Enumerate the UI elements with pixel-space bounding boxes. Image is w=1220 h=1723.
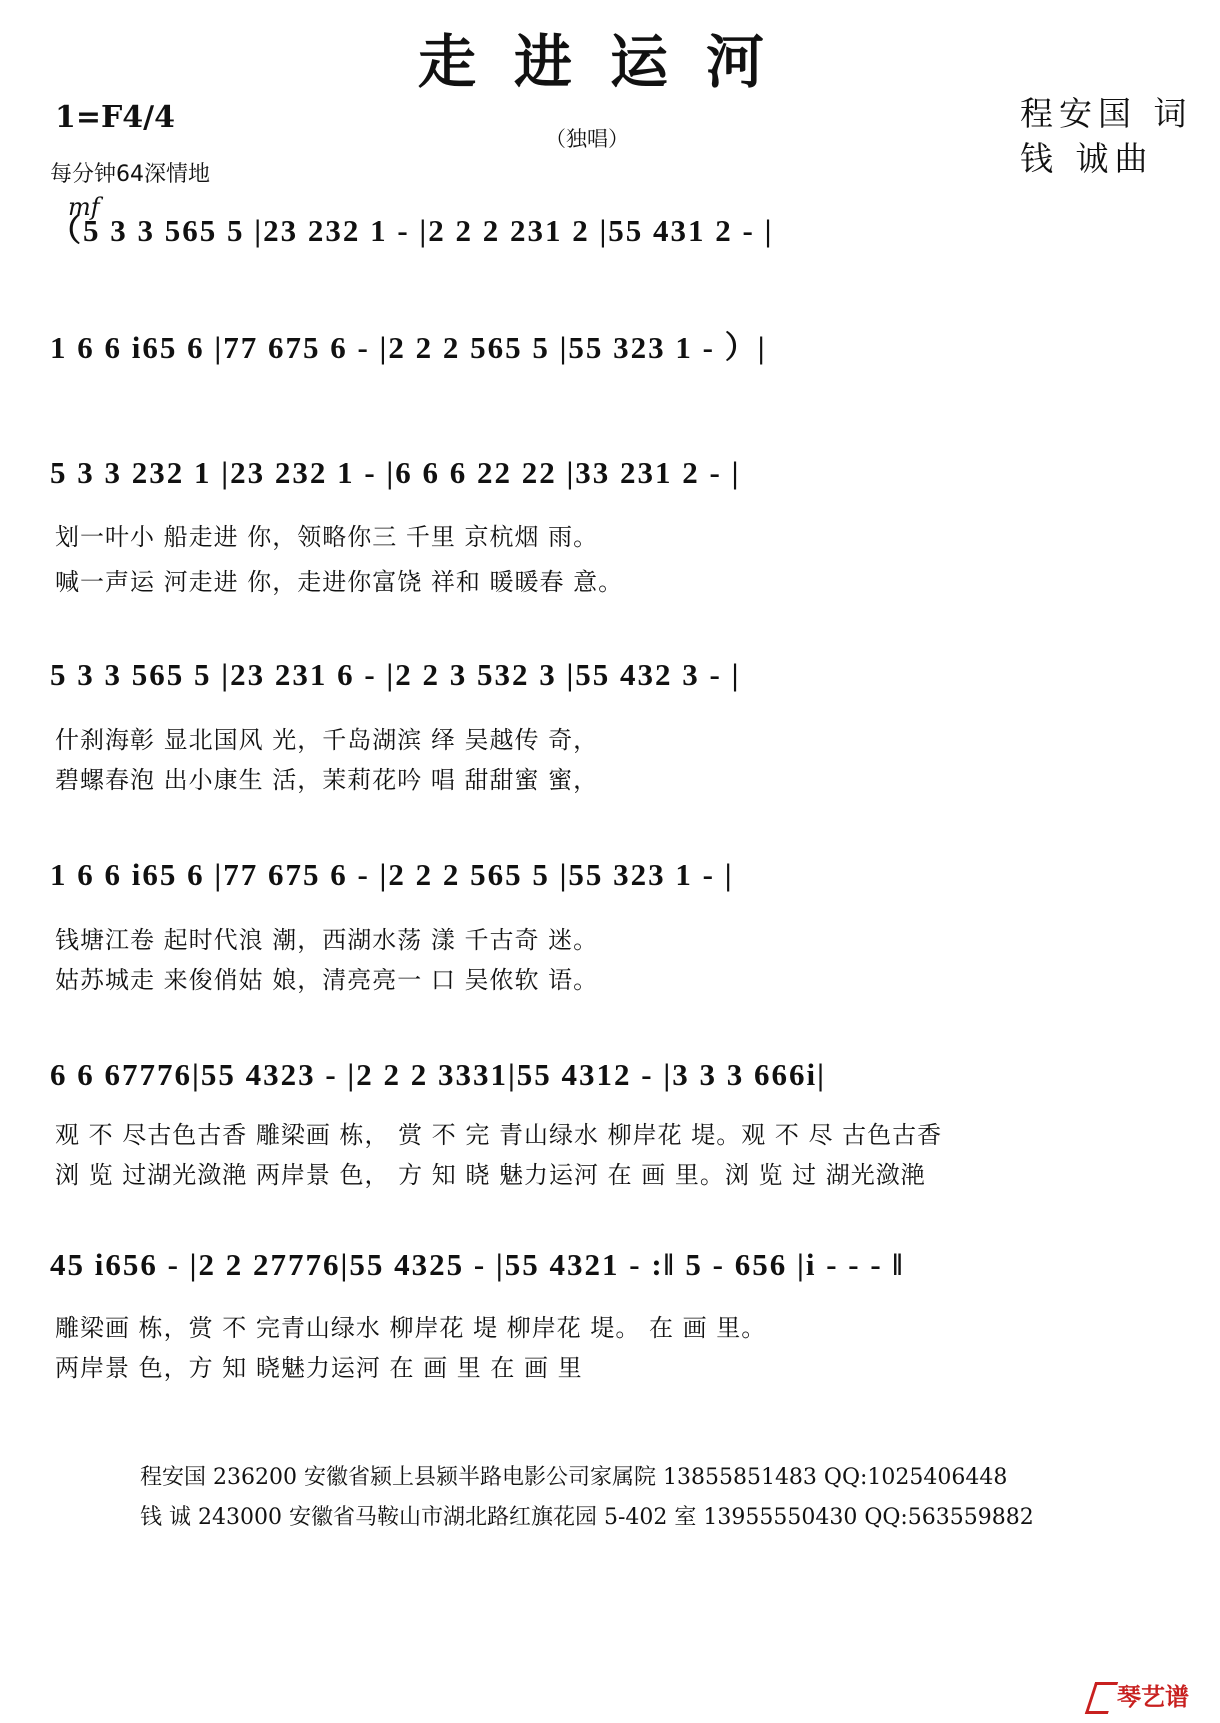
lyricist-credit: 程安国 词 [1020,94,1193,133]
notation-line-7: 45 i656 - |2 2 27776|55 4325 - |55 4321 - :‖ 5 - 656 |i - - - ‖ [50,1247,905,1282]
lyric-line-5b: 姑苏城走 来俊俏姑 娘，清亮亮一 口 吴侬软 语。 [55,966,599,994]
notation-line-4: 5 3 3 565 5 |23 231 6 - |2 2 3 532 3 |55 432 3 - | [50,657,741,692]
notation-line-3: 5 3 3 232 1 |23 232 1 - |6 6 6 22 22 |33 231 2 - | [50,455,741,490]
lyric-line-7b: 两岸景 色，方 知 晓魅力运河 在 画 里 在 画 里 [55,1354,583,1382]
site-logo [1090,1677,1189,1714]
performance-type: （独唱） [545,127,629,151]
footer-contact-lyricist: 程安国 236200 安徽省颍上县颍半路电影公司家属院 13855851483 QQ:1025406448 [140,1465,1008,1490]
song-title: 走进运河 [417,28,802,96]
notation-line-6: 6 6 67776|55 4323 - |2 2 2 3331|55 4312 - |3 3 3 666i| [50,1057,826,1092]
logo-mark-icon [1085,1682,1118,1714]
logo-text: 琴艺谱 [1117,1683,1189,1711]
lyric-line-7a: 雕梁画 栋，赏 不 完青山绿水 柳岸花 堤 柳岸花 堤。 在 画 里。 [55,1314,767,1342]
lyric-line-6b: 浏 览 过湖光潋滟 两岸景 色， 方 知 晓 魅力运河 在 画 里。浏 览 过 湖光潋滟 [55,1161,926,1189]
lyric-line-3b: 喊一声运 河走进 你，走进你富饶 祥和 暖暖春 意。 [55,568,624,596]
notation-line-5: 1 6 6 i65 6 |77 675 6 - |2 2 2 565 5 |55 323 1 - | [50,857,734,892]
tempo-marking: 每分钟64深情地 [50,162,210,187]
composer-credit: 钱 诚曲 [1020,139,1154,178]
lyric-line-3a: 划一叶小 船走进 你，领略你三 千里 京杭烟 雨。 [55,523,599,551]
lyric-line-4a: 什刹海彰 显北国风 光，千岛湖滨 绎 吴越传 奇， [55,726,599,754]
footer-contact-composer: 钱 诚 243000 安徽省马鞍山市湖北路红旗花园 5-402 室 13955550430 QQ:563559882 [140,1505,1034,1530]
lyric-line-6a: 观 不 尽古色古香 雕梁画 栋， 赏 不 完 青山绿水 柳岸花 堤。观 不 尽 古色古香 [55,1121,943,1149]
lyric-line-4b: 碧螺春泡 出小康生 活，茉莉花吟 唱 甜甜蜜 蜜， [55,766,599,794]
lyric-line-5a: 钱塘江卷 起时代浪 潮，西湖水荡 漾 千古奇 迷。 [55,926,599,954]
key-signature: 1=F4/4 [55,100,176,135]
notation-line-2: 1 6 6 i65 6 |77 675 6 - |2 2 2 565 5 |55 323 1 - ）| [50,330,767,365]
notation-line-1: （5 3 3 565 5 |23 232 1 - |2 2 2 231 2 |55 431 2 - | [50,213,774,248]
dynamic-marking: mf [68,193,100,221]
